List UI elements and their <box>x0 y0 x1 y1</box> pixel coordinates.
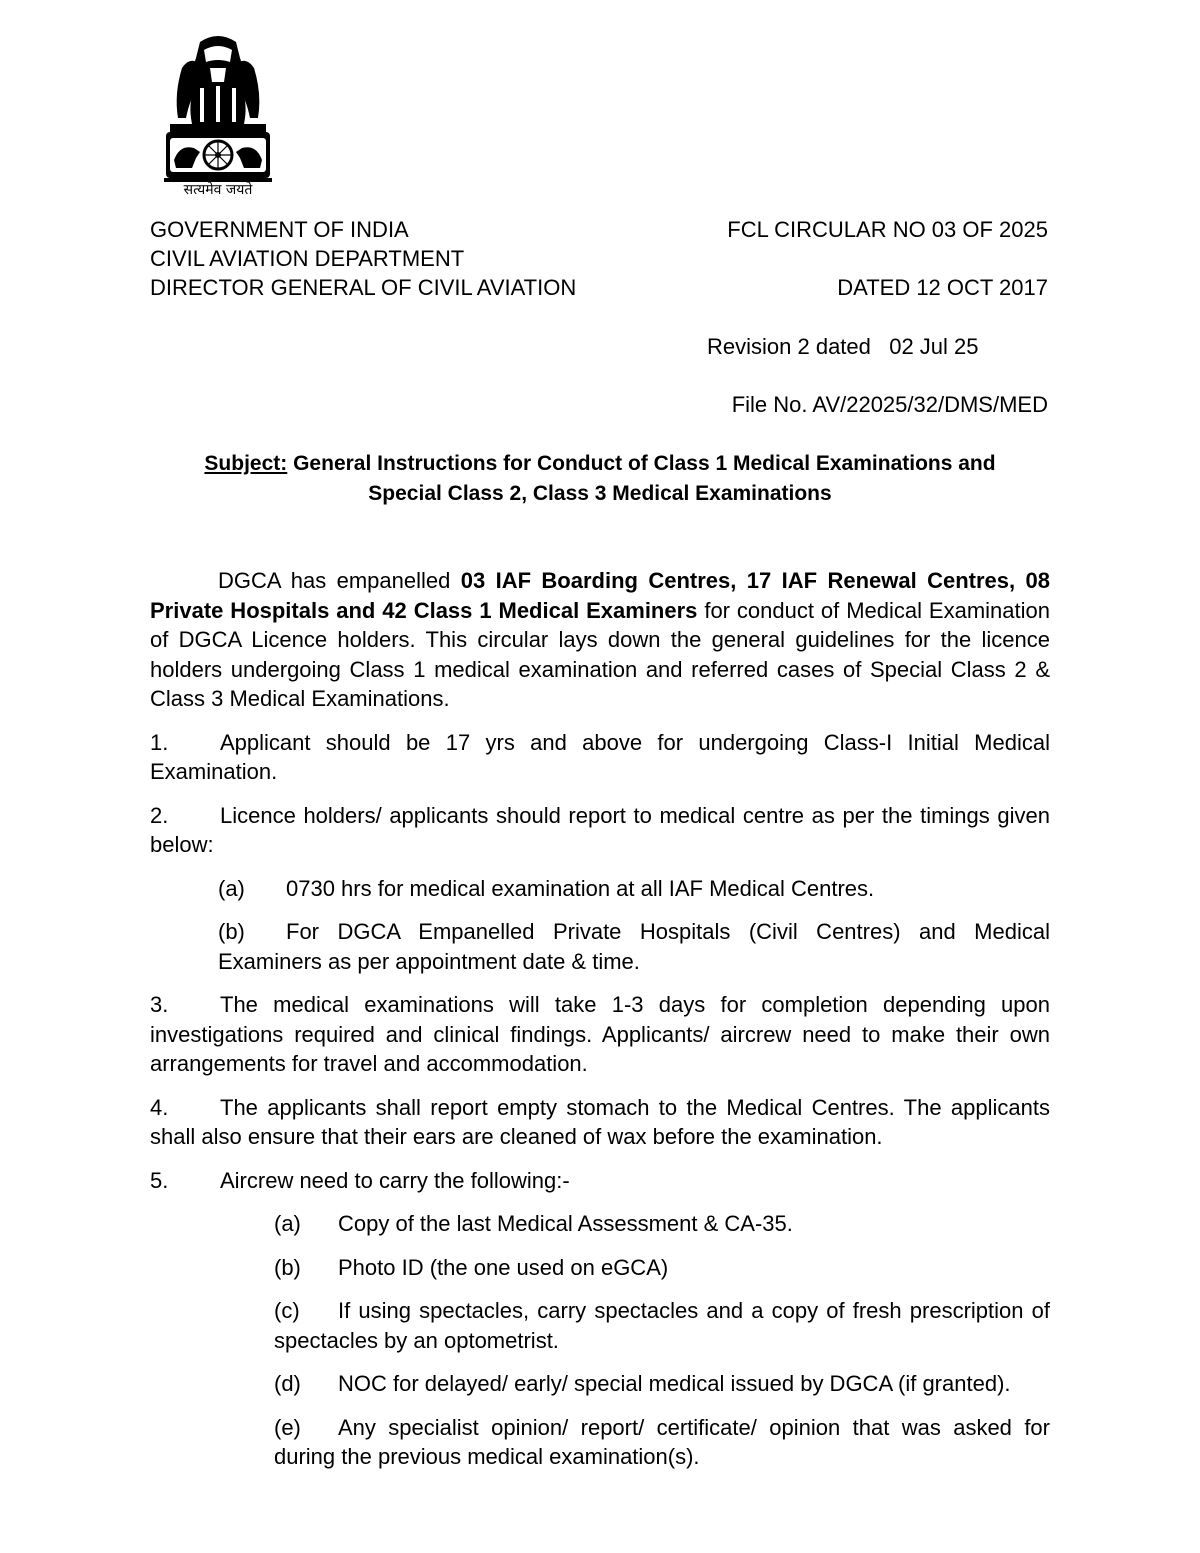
intro-paragraph <box>150 566 1050 714</box>
header-department-line-3: DIRECTOR GENERAL OF CIVIL AVIATION <box>150 275 577 300</box>
subitem-text: NOC for delayed/ early/ special medical issued by DGCA (if granted). <box>338 1371 1011 1396</box>
subitem-label: (a) <box>274 1211 301 1236</box>
item-5c <box>150 1296 1050 1355</box>
subitem-label: (e) <box>274 1414 301 1440</box>
item-5e <box>150 1413 1050 1472</box>
item-number: 1. <box>150 729 169 755</box>
item-5b <box>150 1253 1050 1283</box>
circular-date: DATED 12 OCT 2017 <box>837 275 1048 300</box>
subject-line-2: Special Class 2, Class 3 Medical Examinations <box>368 482 832 505</box>
item-3 <box>150 990 1050 1079</box>
item-number: 4. <box>150 1094 169 1120</box>
subject-heading <box>150 449 1050 509</box>
subitem-text: For DGCA Empanelled Private Hospitals (Civil Centres) and Medical Examiners as per appointment date & time. <box>218 919 1050 974</box>
item-number: 5. <box>150 1167 169 1193</box>
item-text: Aircrew need to carry the following:- <box>220 1167 570 1193</box>
item-text: The applicants shall report empty stomach to the Medical Centres. The applicants shall also ensure that their ears are cleaned of wax before the examination. <box>150 1094 1050 1149</box>
subitem-label: (d) <box>274 1371 301 1396</box>
header-department-line-2: CIVIL AVIATION DEPARTMENT <box>150 246 465 271</box>
item-5a <box>150 1209 1050 1239</box>
national-emblem-icon <box>160 28 276 204</box>
subitem-text: Photo ID (the one used on eGCA) <box>338 1254 669 1280</box>
subject-label: Subject: <box>204 452 288 475</box>
circular-number: FCL CIRCULAR NO 03 OF 2025 <box>727 217 1048 242</box>
item-5d <box>150 1369 1050 1399</box>
item-text: Applicant should be 17 yrs and above for undergoing Class-I Initial Medical Examination. <box>150 729 1050 784</box>
revision-date: Revision 2 dated 02 Jul 25 <box>707 334 979 359</box>
subitem-label: (a) <box>218 875 245 901</box>
intro-text-2: for conduct of Medical Examination of DGCA Licence holders. This circular lays down the general guidelines for the licence holders undergoing Class 1 medical examination and referred cases of Special Class 2 & Class 3 Medical Examinations. <box>150 597 1050 711</box>
subitem-label: (c) <box>274 1298 300 1323</box>
subject-line-1: General Instructions for Conduct of Class 1 Medical Examinations and <box>287 452 996 475</box>
item-text: The medical examinations will take 1-3 days for completion depending upon investigations required and clinical findings. Applicants/ aircrew need to make their own arrangements for travel and accommodation. <box>150 992 1050 1076</box>
item-text: Licence holders/ applicants should report to medical centre as per the timings given below: <box>150 802 1050 857</box>
item-2 <box>150 801 1050 860</box>
subitem-label: (b) <box>218 919 245 944</box>
intro-text-1: DGCA has empanelled <box>218 568 461 593</box>
item-2a <box>150 874 1050 904</box>
header-department-line-1: GOVERNMENT OF INDIA <box>150 217 409 242</box>
item-number: 2. <box>150 802 169 828</box>
subitem-text: If using spectacles, carry spectacles and a copy of fresh prescription of spectacles by an optometrist. <box>274 1298 1050 1353</box>
item-5 <box>150 1166 1050 1196</box>
intro-bold-text: 03 IAF Boarding Centres, 17 IAF Renewal Centres, 08 Private Hospitals and 42 Class 1 Medical Examiners <box>150 568 1050 623</box>
subitem-text: Any specialist opinion/ report/ certificate/ opinion that was asked for during the previous medical examination(s). <box>274 1414 1050 1469</box>
subitem-label: (b) <box>274 1254 301 1280</box>
subitem-text: 0730 hrs for medical examination at all IAF Medical Centres. <box>286 875 875 901</box>
file-number: File No. AV/22025/32/DMS/MED <box>731 392 1048 417</box>
item-2b <box>150 917 1050 976</box>
item-4 <box>150 1093 1050 1152</box>
item-number: 3. <box>150 992 169 1017</box>
document-body <box>150 566 1050 1486</box>
item-1 <box>150 728 1050 787</box>
subitem-text: Copy of the last Medical Assessment & CA-35. <box>338 1211 793 1236</box>
emblem-motto: सत्यमेव जयते <box>183 182 253 198</box>
